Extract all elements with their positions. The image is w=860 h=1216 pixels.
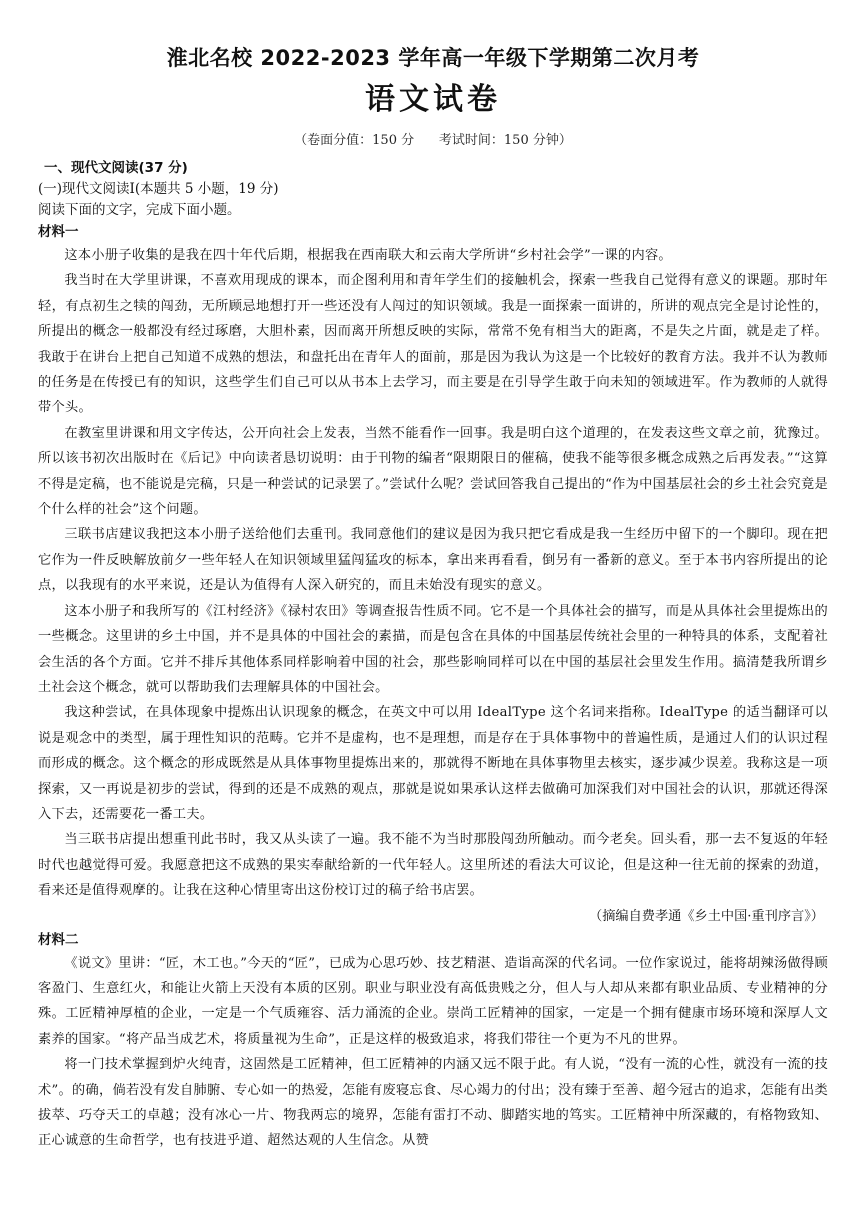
section-heading: 一、现代文阅读(37 分) [44, 160, 188, 176]
material-2-label: 材料二 [38, 931, 79, 948]
reading-instruction: 阅读下面的文字，完成下面小题。 [38, 202, 241, 218]
exam-meta: （卷面分值：150 分 考试时间：150 分钟） [294, 133, 572, 148]
material-1-paragraph: 在教室里讲课和用文字传达，公开向社会上发表，当然不能看作一回事。我是明白这个道理的，在发表这些文章之前，犹豫过。所以该书初次出版时在《后记》中向读者恳切说明：由于刊物的编者“限期限日的催稿，使我不能等很多概念成熟之后再发表。”“这算不得是定稿，也不能说是完稿，只是一种尝试的记录罢了。”尝试什么呢？尝试回答我自己提出的“作为中国基层社会的乡土社会究竟是个什么样的社会”这个问题。 [38, 425, 828, 518]
material-1-label: 材料一 [38, 224, 79, 240]
exam-subject-title: 语文试卷 [365, 82, 501, 117]
sub-section-heading: (一)现代文阅读Ⅰ(本题共 5 小题，19 分) [38, 181, 279, 197]
material-1-paragraph: 这本小册子收集的是我在四十年代后期，根据我在西南联大和云南大学所讲“乡村社会学”一课的内容。 [64, 248, 672, 263]
material-2-paragraph: 将一门技术掌握到炉火纯青，这固然是工匠精神，但工匠精神的内涵又远不限于此。有人说，“没有一流的心性，就没有一流的技术”。的确，倘若没有发自肺腑、专心如一的热爱，怎能有废寝忘食、尽心竭力的付出；没有臻于至善、超今冠古的追求，怎能有出类拔萃、巧夺天工的卓越；没有冰心一片、物我两忘的境界，怎能有雷打不动、脚踏实地的笃实。工匠精神中所深藏的，有格物致知、正心诚意的生命哲学，也有技进乎道、超然达观的人生信念。从赞 [38, 1057, 828, 1149]
material-1-paragraph: 我这种尝试，在具体现象中提炼出认识现象的概念，在英文中可以用 IdealType 这个名词来指称。IdealType 的适当翻译可以说是观念中的类型，属于理性知识的范畴。它并不是虚构，也不是理想，而是存在于具体事物中的普遍性质，是通过人们的认识过程而形成的概念。这个概念的形成既然是从具体事物里提炼出来的，那就得不断地在具体事物里去核实，逐步减少误差。我称这是一项探索，又一再说是初步的尝试，得到的还是不成熟的观点，那就是说如果承认这样去做确可加深我们对中国社会的认识，那就还得深入下去，还需要花一番工夫。 [38, 705, 828, 822]
material-1-paragraph: 当三联书店提出想重刊此书时，我又从头读了一遍。我不能不为当时那股闯劲所触动。而今老矣。回头看，那一去不复返的年轻时代也越觉得可爱。我愿意把这不成熟的果实奉献给新的一代年轻人。这里所述的看法大可议论，但是这种一往无前的探索的劲道，看来还是值得观摩的。让我在这种心情里寄出这份校订过的稿子给书店罢。 [38, 832, 828, 899]
material-1-paragraph: 这本小册子和我所写的《江村经济》《禄村农田》等调查报告性质不同。它不是一个具体社会的描写，而是从具体社会里提炼出的一些概念。这里讲的乡土中国，并不是具体的中国社会的素描，而是包含在具体的中国基层传统社会里的一种特具的体系，支配着社会生活的各个方面。它并不排斥其他体系同样影响着中国的社会，那些影响同样可以在中国的基层社会里发生作用。搞清楚我所谓乡土社会这个概念，就可以帮助我们去理解具体的中国社会。 [38, 603, 828, 695]
material-1-paragraph: 三联书店建议我把这本小册子送给他们去重刊。我同意他们的建议是因为我只把它看成是我一生经历中留下的一个脚印。现在把它作为一件反映解放前夕一些年轻人在知识领域里猛闯猛攻的标本，拿出来再看看，倒另有一番新的意义。至于本书内容所提出的论点，以我现有的水平来说，还是认为值得有人深入研究的，而且未始没有现实的意义。 [38, 527, 828, 594]
material-1-paragraph: 我当时在大学里讲课，不喜欢用现成的课本，而企图利用和青年学生们的接触机会，探索一些我自己觉得有意义的课题。那时年轻，有点初生之犊的闯劲，无所顾忌地想打开一些还没有人闯过的知识领域。我是一面探索一面讲的，所讲的观点完全是讨论性的，所提出的概念一般都没有经过琢磨，大胆朴素，因而离开所想反映的实际，常常不免有相当大的距离，不是失之片面，就是走了样。我敢于在讲台上把自己知道不成熟的想法，和盘托出在青年人的面前，那是因为我认为这是一个比较好的教育方法。我并不认为教师的任务是在传授已有的知识，这些学生们自己可以从书本上去学习，而主要是在引导学生敢于向未知的领域进军。作为教师的人就得带个头。 [38, 273, 828, 416]
material-2-paragraph: 《说文》里讲：“匠，木工也。”今天的“匠”，已成为心思巧妙、技艺精湛、造诣高深的代名词。一位作家说过，能将胡辣汤做得顾客盈门、生意红火，和能让火箭上天没有本质的区别。职业与职业没有高低贵贱之分，但人与人却从来都有职业品质、专业精神的分殊。工匠精神厚植的企业，一定是一个气质雍容、活力涌流的企业。崇尚工匠精神的国家，一定是一个拥有健康市场环境和深厚人文素养的国家。“将产品当成艺术，将质量视为生命”，正是这样的极致追求，将我们带往一个更为不凡的世界。 [38, 955, 828, 1047]
material-1-source: （摘编自费孝通《乡土中国·重刊序言》） [589, 908, 824, 924]
exam-title: 淮北名校 2022-2023 学年高一年级下学期第二次月考 [166, 46, 700, 70]
